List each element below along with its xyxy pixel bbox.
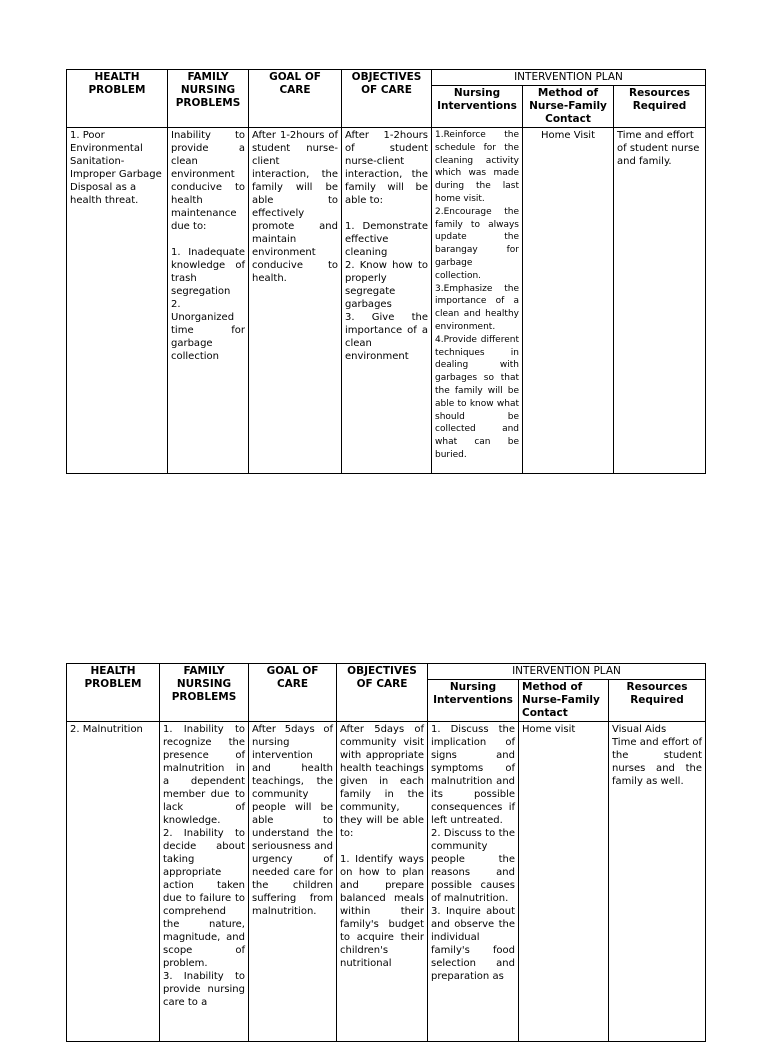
cell-family-problems [168, 128, 249, 474]
family-problem-line: 1. Inadequate knowledge of trash segregation [171, 247, 245, 297]
cell-resources [609, 722, 706, 1042]
objective-line: 1. Identify ways on how to plan and prepare balanced meals within their family's budget to acquire their children's nutritional [340, 854, 424, 969]
cell-objectives [342, 128, 432, 474]
header-goal: GOAL OF CARE [249, 70, 342, 128]
header-intervention-plan: INTERVENTION PLAN [432, 70, 706, 86]
family-problem-line: Inability to provide a clean environment conducive to health maintenance due to: [171, 130, 245, 232]
header-intervention-plan: INTERVENTION PLAN [428, 664, 706, 680]
header-nursing-interventions: Nursing Interventions [428, 680, 519, 722]
intervention-line: 3.Emphasize the importance of a clean and healthy environment. [435, 283, 519, 332]
family-problem-line: 1. Inability to recognize the presence of malnutrition in a dependent member due to lack of knowledge. [163, 724, 245, 826]
care-plan-table-1 [66, 69, 706, 474]
spacer-line [345, 207, 428, 220]
header-health-problem: HEALTH PROBLEM [67, 664, 160, 722]
cell-interventions [432, 128, 523, 474]
header-goal: GOAL OF CARE [249, 664, 337, 722]
objective-line: After 1-2hours of student nurse-client interaction, the family will be able to: [345, 130, 428, 206]
header-method-contact: Method of Nurse-Family Contact [523, 86, 614, 128]
header-family-problems: FAMILY NURSING PROBLEMS [168, 70, 249, 128]
objective-line: After 5days of community visit with appropriate health teachings given in each family in the community, they will be able to: [340, 724, 424, 839]
cell-health-problem: 2. Malnutrition [67, 722, 160, 1042]
intervention-line: 1. Discuss the implication of signs and symptoms of malnutrition and its possible consequences if left untreated. [431, 724, 515, 826]
family-problem-line: 2. Unorganized time for garbage collection [171, 299, 245, 362]
cell-objectives [337, 722, 428, 1042]
header-health-problem: HEALTH PROBLEM [67, 70, 168, 128]
cell-method: Home visit [519, 722, 609, 1042]
cell-method: Home Visit [523, 128, 614, 474]
header-objectives: OBJECTIVES OF CARE [342, 70, 432, 128]
header-resources: Resources Required [614, 86, 706, 128]
header-family-problems: FAMILY NURSING PROBLEMS [160, 664, 249, 722]
intervention-line: 1.Reinforce the schedule for the cleaning activity which was made during the last home visit. [435, 130, 519, 204]
family-problem-line: 2. Inability to decide about taking appropriate action taken due to failure to comprehend the nature, magnitude, and scope of problem. [163, 828, 245, 969]
spacer-line [171, 233, 245, 246]
objective-line: 2. Know how to properly segregate garbages [345, 260, 428, 310]
header-resources: Resources Required [609, 680, 706, 722]
header-method-contact: Method of Nurse-Family Contact [519, 680, 609, 722]
family-problem-line: 3. Inability to provide nursing care to a [163, 971, 245, 1008]
intervention-line: 3. Inquire about and observe the individual family's food selection and preparation as [431, 906, 515, 982]
cell-health-problem: 1. Poor Environmental Sanitation-Improper Garbage Disposal as a health threat. [67, 128, 168, 474]
objective-line: 3. Give the importance of a clean environment [345, 312, 428, 362]
intervention-line: 4.Provide different techniques in dealing with garbages so that the family will be able to know what should be collected and what can be buried. [435, 334, 519, 460]
header-objectives: OBJECTIVES OF CARE [337, 664, 428, 722]
objective-line: 1. Demonstrate effective cleaning [345, 221, 428, 258]
cell-interventions [428, 722, 519, 1042]
intervention-line: 2.Encourage the family to always update the barangay for garbage collection. [435, 206, 519, 281]
spacer-line [340, 840, 424, 853]
cell-goal: After 1-2hours of student nurse-client interaction, the family will be able to effectively promote and maintain environment conducive to health. [249, 128, 342, 474]
resource-line: Visual Aids [612, 724, 667, 735]
cell-goal: After 5days of nursing intervention and health teachings, the community people will be able to understand the seriousness and urgency of needed care for the children suffering from malnutrition. [249, 722, 337, 1042]
cell-family-problems [160, 722, 249, 1042]
header-nursing-interventions: Nursing Interventions [432, 86, 523, 128]
cell-resources: Time and effort of student nurse and family. [614, 128, 706, 474]
resource-line: Time and effort of the student nurses and the family as well. [612, 737, 702, 787]
care-plan-table-2 [66, 663, 706, 1042]
intervention-line: 2. Discuss to the community people the reasons and possible causes of malnutrition. [431, 828, 515, 904]
